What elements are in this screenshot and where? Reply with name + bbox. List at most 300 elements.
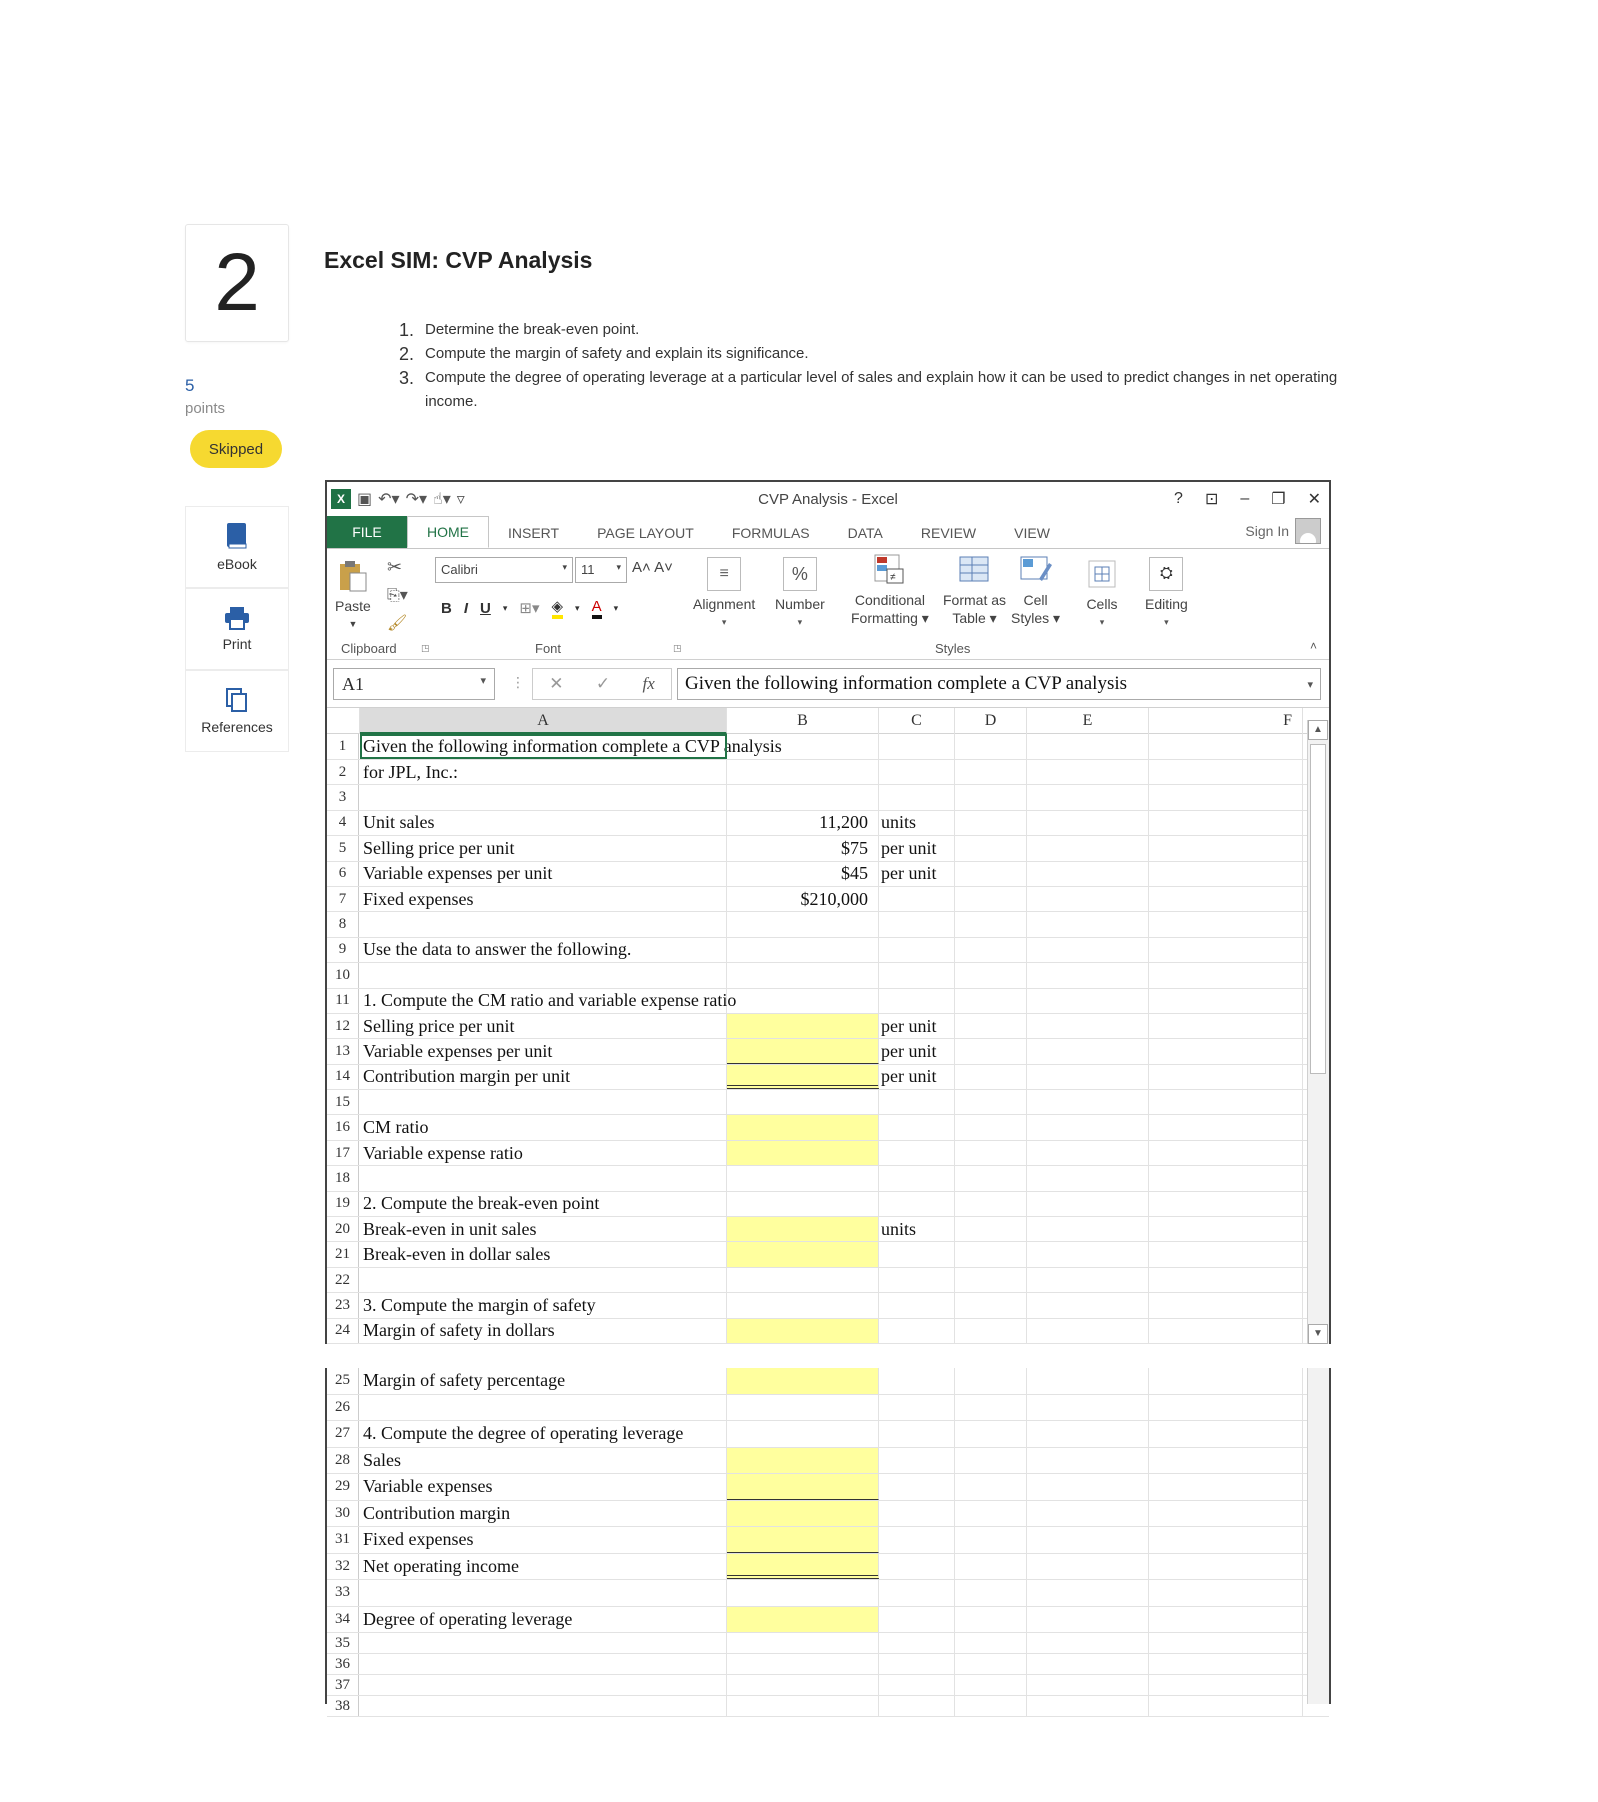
cell-e36[interactable] [1027,1654,1149,1674]
cell-a8[interactable] [360,912,727,936]
cell-d27[interactable] [955,1421,1027,1447]
tab-formulas[interactable]: FORMULAS [731,525,810,541]
cell-b28[interactable] [727,1448,879,1474]
row-header[interactable]: 37 [327,1675,359,1695]
cell-e30[interactable] [1027,1501,1149,1527]
cell-e3[interactable] [1027,785,1149,809]
cell-c26[interactable] [879,1395,955,1421]
cell-f6[interactable] [1149,862,1303,886]
cell-b7[interactable]: $210,000 [727,887,879,911]
cell-a7[interactable]: Fixed expenses [360,887,727,911]
row-header[interactable]: 38 [327,1696,359,1716]
cut-icon[interactable]: ✂ [387,557,403,577]
row-header[interactable]: 1 [327,734,359,759]
cell-e2[interactable] [1027,760,1149,784]
undo-icon[interactable]: ↶▾ [378,491,400,508]
cell-b38[interactable] [727,1696,879,1716]
row-header[interactable]: 35 [327,1633,359,1653]
cell-f21[interactable] [1149,1242,1303,1266]
row-header[interactable]: 17 [327,1141,359,1165]
row-header[interactable]: 10 [327,963,359,987]
format-painter-icon[interactable]: 🖌 [387,615,408,632]
italic-button[interactable]: I [463,599,469,617]
tab-data[interactable]: DATA [847,525,883,541]
cell-e24[interactable] [1027,1319,1149,1343]
column-header-a[interactable]: A [360,708,727,734]
row-header[interactable]: 30 [327,1501,359,1527]
row-header[interactable]: 23 [327,1293,359,1317]
cell-styles-button[interactable]: Cell Styles ▾ [1011,553,1060,627]
font-grow-icon[interactable]: A˄ A˅ [632,559,673,576]
cell-c25[interactable] [879,1368,955,1394]
cell-f38[interactable] [1149,1696,1303,1716]
cell-c27[interactable] [879,1421,955,1447]
sign-in-label[interactable]: Sign In [1245,523,1289,539]
column-header-b[interactable]: B [727,708,879,734]
cell-c29[interactable] [879,1474,955,1500]
cell-c5[interactable]: per unit [879,836,955,860]
scroll-down-icon[interactable]: ▼ [1308,1324,1328,1344]
cell-e15[interactable] [1027,1090,1149,1114]
insert-function-icon[interactable]: fx [642,674,655,693]
cell-a12[interactable]: Selling price per unit [360,1014,727,1038]
cell-f18[interactable] [1149,1166,1303,1190]
cell-d5[interactable] [955,836,1027,860]
cell-a18[interactable] [360,1166,727,1190]
cell-d10[interactable] [955,963,1027,987]
cell-f10[interactable] [1149,963,1303,987]
cell-a11[interactable]: 1. Compute the CM ratio and variable expense ratio [360,989,727,1013]
cell-b34[interactable] [727,1607,879,1633]
cell-b36[interactable] [727,1654,879,1674]
cell-d35[interactable] [955,1633,1027,1653]
scroll-up-icon[interactable]: ▲ [1308,720,1328,740]
clipboard-launcher-icon[interactable]: ◳ [421,643,430,653]
cell-c20[interactable]: units [879,1217,955,1241]
cell-a27[interactable]: 4. Compute the degree of operating leverage [360,1421,727,1447]
minimize-icon[interactable]: – [1240,490,1250,507]
cell-f8[interactable] [1149,912,1303,936]
column-header-e[interactable]: E [1027,708,1149,734]
cell-d3[interactable] [955,785,1027,809]
cell-a33[interactable] [360,1580,727,1606]
cell-f14[interactable] [1149,1065,1303,1089]
row-header[interactable]: 4 [327,811,359,835]
row-header[interactable]: 24 [327,1319,359,1343]
cell-e32[interactable] [1027,1554,1149,1580]
cell-c17[interactable] [879,1141,955,1165]
cell-d21[interactable] [955,1242,1027,1266]
cell-d22[interactable] [955,1268,1027,1292]
row-header[interactable]: 6 [327,862,359,886]
cell-c7[interactable] [879,887,955,911]
cell-c35[interactable] [879,1633,955,1653]
cell-d12[interactable] [955,1014,1027,1038]
cell-e28[interactable] [1027,1448,1149,1474]
cell-c19[interactable] [879,1192,955,1216]
cell-e37[interactable] [1027,1675,1149,1695]
column-header-c[interactable]: C [879,708,955,734]
paste-button[interactable]: Paste ▼ [335,559,371,633]
cell-d25[interactable] [955,1368,1027,1394]
cell-d36[interactable] [955,1654,1027,1674]
fill-color-icon[interactable]: ◈ [552,597,564,619]
cell-a35[interactable] [360,1633,727,1653]
cell-b11[interactable] [727,989,879,1013]
cell-c33[interactable] [879,1580,955,1606]
cell-e9[interactable] [1027,938,1149,962]
row-header[interactable]: 12 [327,1014,359,1038]
cell-f26[interactable] [1149,1395,1303,1421]
cell-f15[interactable] [1149,1090,1303,1114]
cell-f13[interactable] [1149,1039,1303,1063]
cell-c4[interactable]: units [879,811,955,835]
cell-a19[interactable]: 2. Compute the break-even point [360,1192,727,1216]
close-icon[interactable]: ✕ [1307,491,1321,508]
cell-c34[interactable] [879,1607,955,1633]
cell-d26[interactable] [955,1395,1027,1421]
cell-e5[interactable] [1027,836,1149,860]
tab-review[interactable]: REVIEW [920,525,977,541]
cell-a5[interactable]: Selling price per unit [360,836,727,860]
cell-b16[interactable] [727,1115,879,1139]
cell-f23[interactable] [1149,1293,1303,1317]
cell-a38[interactable] [360,1696,727,1716]
cell-a32[interactable]: Net operating income [360,1554,727,1580]
cell-b29[interactable] [727,1474,879,1500]
cell-a9[interactable]: Use the data to answer the following. [360,938,727,962]
cell-f19[interactable] [1149,1192,1303,1216]
name-box[interactable]: A1 ▾ [333,668,495,700]
row-header[interactable]: 14 [327,1065,359,1089]
cell-f12[interactable] [1149,1014,1303,1038]
cell-f31[interactable] [1149,1527,1303,1553]
formula-input[interactable]: Given the following information complete a CVP analysis ▾ [677,668,1321,700]
cell-b32[interactable] [727,1554,879,1580]
cell-b26[interactable] [727,1395,879,1421]
cell-f24[interactable] [1149,1319,1303,1343]
cell-e6[interactable] [1027,862,1149,886]
row-header[interactable]: 2 [327,760,359,784]
row-header[interactable]: 33 [327,1580,359,1606]
confirm-entry-icon[interactable]: ✓ [595,674,611,693]
cell-d32[interactable] [955,1554,1027,1580]
cell-a17[interactable]: Variable expense ratio [360,1141,727,1165]
cell-f22[interactable] [1149,1268,1303,1292]
cell-d7[interactable] [955,887,1027,911]
print-button[interactable] [185,588,289,670]
cell-b23[interactable] [727,1293,879,1317]
row-header[interactable]: 3 [327,785,359,809]
cell-b12[interactable] [727,1014,879,1038]
cell-d8[interactable] [955,912,1027,936]
cell-b4[interactable]: 11,200 [727,811,879,835]
cell-b3[interactable] [727,785,879,809]
cell-a14[interactable]: Contribution margin per unit [360,1065,727,1089]
cell-e35[interactable] [1027,1633,1149,1653]
cell-b31[interactable] [727,1527,879,1553]
cell-e1[interactable] [1027,734,1149,759]
cell-d18[interactable] [955,1166,1027,1190]
cell-e34[interactable] [1027,1607,1149,1633]
references-button[interactable] [185,670,289,752]
help-icon[interactable]: ? [1174,490,1183,507]
cell-c12[interactable]: per unit [879,1014,955,1038]
row-header[interactable]: 31 [327,1527,359,1553]
cells-button[interactable]: Cells ▾ [1085,557,1119,631]
cell-e18[interactable] [1027,1166,1149,1190]
cell-d37[interactable] [955,1675,1027,1695]
cell-d14[interactable] [955,1065,1027,1089]
cancel-entry-icon[interactable]: ✕ [549,674,564,693]
cell-e17[interactable] [1027,1141,1149,1165]
cell-c32[interactable] [879,1554,955,1580]
cell-f33[interactable] [1149,1580,1303,1606]
row-header[interactable]: 9 [327,938,359,962]
cell-b37[interactable] [727,1675,879,1695]
cell-b22[interactable] [727,1268,879,1292]
cell-c38[interactable] [879,1696,955,1716]
ribbon-display-icon[interactable]: ⊡ [1204,491,1219,508]
cell-f1[interactable] [1149,734,1303,759]
row-header[interactable]: 20 [327,1217,359,1241]
cell-d24[interactable] [955,1319,1027,1343]
editing-button[interactable]: ⛭ Editing ▾ [1145,557,1188,631]
cell-d38[interactable] [955,1696,1027,1716]
cell-a36[interactable] [360,1654,727,1674]
redo-icon[interactable]: ↷▾ [405,491,427,508]
row-header[interactable]: 11 [327,989,359,1013]
bold-button[interactable]: B [441,599,452,617]
cell-b9[interactable] [727,938,879,962]
cell-d13[interactable] [955,1039,1027,1063]
cell-b20[interactable] [727,1217,879,1241]
cell-f11[interactable] [1149,989,1303,1013]
cell-b18[interactable] [727,1166,879,1190]
cell-c36[interactable] [879,1654,955,1674]
row-header[interactable]: 21 [327,1242,359,1266]
cell-b27[interactable] [727,1421,879,1447]
restore-icon[interactable]: ❐ [1271,491,1286,508]
cell-b2[interactable] [727,760,879,784]
cell-d2[interactable] [955,760,1027,784]
cell-f3[interactable] [1149,785,1303,809]
row-header[interactable]: 7 [327,887,359,911]
row-header[interactable]: 26 [327,1395,359,1421]
cell-e19[interactable] [1027,1192,1149,1216]
cell-a26[interactable] [360,1395,727,1421]
cell-d28[interactable] [955,1448,1027,1474]
cell-a34[interactable]: Degree of operating leverage [360,1607,727,1633]
cell-e7[interactable] [1027,887,1149,911]
cell-d34[interactable] [955,1607,1027,1633]
cell-e14[interactable] [1027,1065,1149,1089]
cell-d4[interactable] [955,811,1027,835]
cell-e10[interactable] [1027,963,1149,987]
row-header[interactable]: 28 [327,1448,359,1474]
cell-f5[interactable] [1149,836,1303,860]
row-header[interactable]: 15 [327,1090,359,1114]
cell-d23[interactable] [955,1293,1027,1317]
cell-c23[interactable] [879,1293,955,1317]
cell-c6[interactable]: per unit [879,862,955,886]
row-header[interactable]: 8 [327,912,359,936]
cell-d29[interactable] [955,1474,1027,1500]
customize-qat-icon[interactable]: ▿ [456,491,465,508]
cell-d17[interactable] [955,1141,1027,1165]
cell-e11[interactable] [1027,989,1149,1013]
cell-f32[interactable] [1149,1554,1303,1580]
scroll-thumb[interactable] [1310,744,1326,1074]
cell-e25[interactable] [1027,1368,1149,1394]
borders-icon[interactable]: ⊞▾ [519,600,540,617]
cell-f4[interactable] [1149,811,1303,835]
cell-e29[interactable] [1027,1474,1149,1500]
cell-f35[interactable] [1149,1633,1303,1653]
tab-home[interactable]: HOME [407,516,489,548]
cell-f17[interactable] [1149,1141,1303,1165]
cell-b15[interactable] [727,1090,879,1114]
cell-b33[interactable] [727,1580,879,1606]
row-header[interactable]: 16 [327,1115,359,1139]
cell-a21[interactable]: Break-even in dollar sales [360,1242,727,1266]
cell-f16[interactable] [1149,1115,1303,1139]
cell-c37[interactable] [879,1675,955,1695]
cell-b10[interactable] [727,963,879,987]
vertical-scrollbar-continued[interactable] [1307,1368,1329,1704]
tab-insert[interactable]: INSERT [508,525,560,541]
cell-c14[interactable]: per unit [879,1065,955,1089]
cell-a1[interactable]: Given the following information complete a CVP analysis [360,734,727,759]
cell-a30[interactable]: Contribution margin [360,1501,727,1527]
format-as-table-button[interactable]: Format as Table ▾ [943,553,1006,627]
cell-b25[interactable] [727,1368,879,1394]
cell-c31[interactable] [879,1527,955,1553]
cell-c30[interactable] [879,1501,955,1527]
cell-d33[interactable] [955,1580,1027,1606]
cell-d1[interactable] [955,734,1027,759]
cell-c11[interactable] [879,989,955,1013]
cell-a22[interactable] [360,1268,727,1292]
cell-c9[interactable] [879,938,955,962]
tab-page-layout[interactable]: PAGE LAYOUT [597,525,694,541]
row-header[interactable]: 34 [327,1607,359,1633]
column-header-d[interactable]: D [955,708,1027,734]
cell-e26[interactable] [1027,1395,1149,1421]
number-button[interactable]: % Number ▾ [775,557,825,631]
cell-b35[interactable] [727,1633,879,1653]
font-color-icon[interactable]: A [592,598,602,619]
cell-a24[interactable]: Margin of safety in dollars [360,1319,727,1343]
cell-a28[interactable]: Sales [360,1448,727,1474]
row-header[interactable]: 5 [327,836,359,860]
cell-e31[interactable] [1027,1527,1149,1553]
cell-b30[interactable] [727,1501,879,1527]
cell-c15[interactable] [879,1090,955,1114]
row-header[interactable]: 32 [327,1554,359,1580]
tab-view[interactable]: VIEW [1014,525,1050,541]
cell-a31[interactable]: Fixed expenses [360,1527,727,1553]
cell-f27[interactable] [1149,1421,1303,1447]
row-header[interactable]: 13 [327,1039,359,1063]
cell-f36[interactable] [1149,1654,1303,1674]
cell-b1[interactable] [727,734,879,759]
copy-format-icon[interactable]: ⎘▾ [387,587,408,604]
cell-e20[interactable] [1027,1217,1149,1241]
cell-c10[interactable] [879,963,955,987]
cell-a25[interactable]: Margin of safety percentage [360,1368,727,1394]
row-header[interactable]: 18 [327,1166,359,1190]
cell-a10[interactable] [360,963,727,987]
cell-a16[interactable]: CM ratio [360,1115,727,1139]
cell-e38[interactable] [1027,1696,1149,1716]
font-size-select[interactable]: 11 ▾ [575,557,627,583]
row-header[interactable]: 27 [327,1421,359,1447]
cell-c18[interactable] [879,1166,955,1190]
cell-b5[interactable]: $75 [727,836,879,860]
cell-a6[interactable]: Variable expenses per unit [360,862,727,886]
cell-d30[interactable] [955,1501,1027,1527]
cell-f20[interactable] [1149,1217,1303,1241]
cell-c28[interactable] [879,1448,955,1474]
vertical-scrollbar[interactable] [1307,720,1329,1344]
cell-a20[interactable]: Break-even in unit sales [360,1217,727,1241]
cell-e33[interactable] [1027,1580,1149,1606]
cell-d15[interactable] [955,1090,1027,1114]
cell-e21[interactable] [1027,1242,1149,1266]
cell-f25[interactable] [1149,1368,1303,1394]
cell-e23[interactable] [1027,1293,1149,1317]
font-name-select[interactable]: Calibri ▾ [435,557,573,583]
cell-f9[interactable] [1149,938,1303,962]
cell-d19[interactable] [955,1192,1027,1216]
cell-c1[interactable] [879,734,955,759]
cell-f34[interactable] [1149,1607,1303,1633]
cell-f28[interactable] [1149,1448,1303,1474]
cell-c24[interactable] [879,1319,955,1343]
cell-d6[interactable] [955,862,1027,886]
cell-a15[interactable] [360,1090,727,1114]
column-header-f[interactable]: F [1149,708,1303,734]
cell-c16[interactable] [879,1115,955,1139]
row-header[interactable]: 19 [327,1192,359,1216]
cell-b19[interactable] [727,1192,879,1216]
cell-b14[interactable] [727,1065,879,1089]
cell-e13[interactable] [1027,1039,1149,1063]
sign-in[interactable] [1245,518,1321,544]
ebook-button[interactable] [185,506,289,588]
cell-e16[interactable] [1027,1115,1149,1139]
cell-b13[interactable] [727,1039,879,1063]
cell-a4[interactable]: Unit sales [360,811,727,835]
cell-b24[interactable] [727,1319,879,1343]
cell-f29[interactable] [1149,1474,1303,1500]
touch-mode-icon[interactable]: ☝▾ [433,491,451,508]
cell-c2[interactable] [879,760,955,784]
row-header[interactable]: 36 [327,1654,359,1674]
font-launcher-icon[interactable]: ◳ [673,643,682,653]
cell-d9[interactable] [955,938,1027,962]
cell-e12[interactable] [1027,1014,1149,1038]
cell-a23[interactable]: 3. Compute the margin of safety [360,1293,727,1317]
underline-button[interactable]: U [480,599,491,617]
row-header[interactable]: 22 [327,1268,359,1292]
cell-a2[interactable]: for JPL, Inc.: [360,760,727,784]
tab-file[interactable]: FILE [327,516,407,548]
cell-e27[interactable] [1027,1421,1149,1447]
cell-a13[interactable]: Variable expenses per unit [360,1039,727,1063]
cell-c21[interactable] [879,1242,955,1266]
